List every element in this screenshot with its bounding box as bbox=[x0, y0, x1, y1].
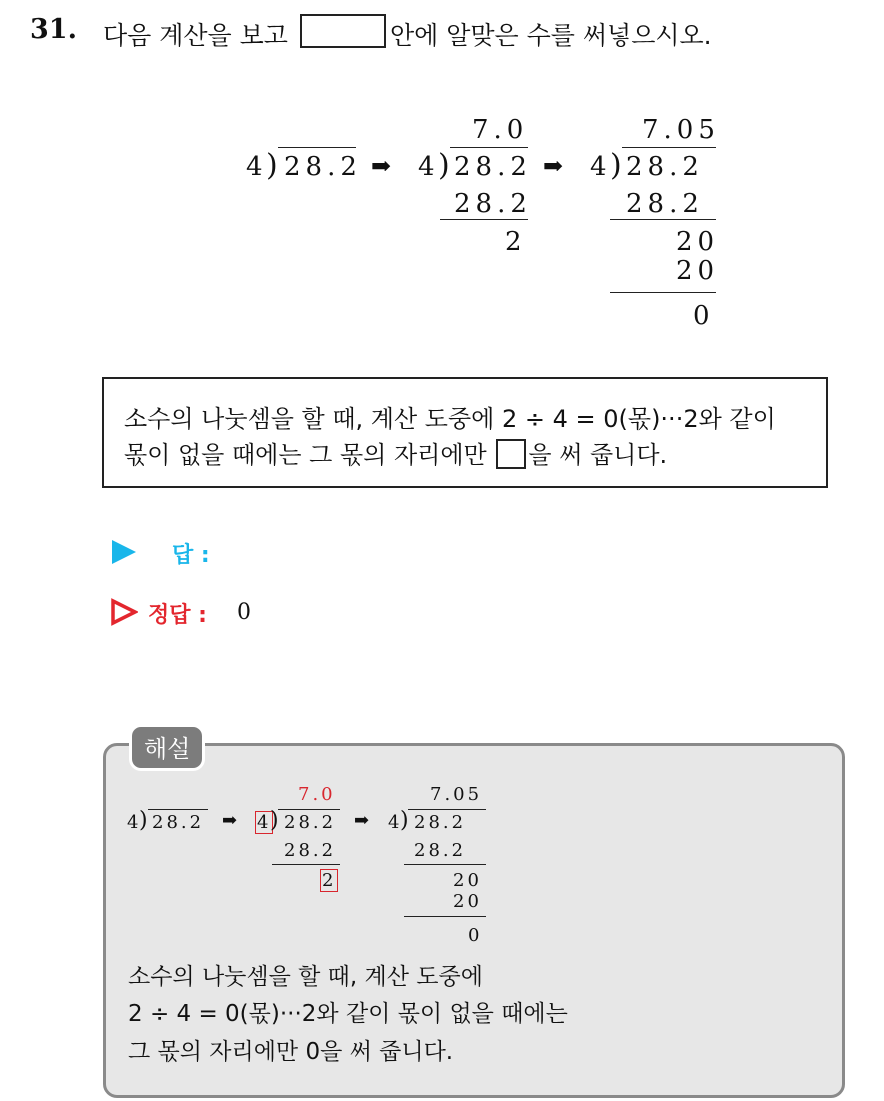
subtrahend: 20 bbox=[676, 256, 720, 286]
subtrahend: 28.2 bbox=[414, 840, 467, 861]
division-bracket: ) bbox=[266, 148, 283, 183]
question-text-after: 안에 알맞은 수를 써넣으시오. bbox=[390, 21, 712, 50]
quotient: 7.05 bbox=[642, 115, 720, 145]
subtraction-rule bbox=[404, 864, 486, 865]
quotient: 7.0 bbox=[472, 115, 529, 145]
division-bracket: ) bbox=[610, 148, 627, 183]
remainder: 2 bbox=[505, 227, 527, 257]
subtraction-rule bbox=[404, 916, 486, 917]
solution-line-2: 2 ÷ 4 = 0(몫)···2와 같이 몫이 없을 때에는 bbox=[128, 1001, 568, 1027]
subtraction-rule bbox=[440, 219, 528, 220]
answer-blank-box bbox=[300, 14, 386, 48]
arrow-icon: ➡ bbox=[371, 152, 392, 180]
division-bracket: ) bbox=[270, 808, 282, 833]
division-overline bbox=[278, 809, 340, 810]
division-bracket: ) bbox=[438, 148, 455, 183]
dividend: 28.2 bbox=[284, 812, 337, 833]
subtrahend: 28.2 bbox=[454, 189, 532, 219]
subtraction-rule bbox=[610, 292, 716, 293]
division-bracket: ) bbox=[139, 808, 151, 833]
correct-value: 0 bbox=[237, 600, 251, 625]
division-overline bbox=[622, 147, 716, 148]
arrow-icon: ➡ bbox=[543, 152, 564, 180]
arrow-icon: ➡ bbox=[354, 810, 370, 831]
dividend: 28.2 bbox=[284, 152, 362, 182]
dividend: 28.2 bbox=[626, 152, 704, 182]
divisor: 4 bbox=[246, 152, 268, 182]
subtraction-rule bbox=[272, 864, 340, 865]
remainder: 20 bbox=[453, 870, 482, 891]
rule-line-2-after: 을 써 줍니다. bbox=[528, 441, 668, 469]
subtrahend: 28.2 bbox=[284, 840, 337, 861]
solution-line-3: 그 몫의 자리에만 0을 써 줍니다. bbox=[128, 1039, 454, 1065]
dividend: 28.2 bbox=[454, 152, 532, 182]
dividend: 28.2 bbox=[152, 812, 205, 833]
rule-line-2-before: 몫이 없을 때에는 그 몫의 자리에만 bbox=[124, 441, 487, 469]
correct-label: 정답 : bbox=[148, 603, 207, 628]
answer-blank-box bbox=[496, 439, 526, 469]
correct-triangle-icon bbox=[110, 598, 138, 626]
subtrahend: 28.2 bbox=[626, 189, 704, 219]
final-remainder: 0 bbox=[693, 301, 715, 331]
divisor: 4 bbox=[388, 812, 403, 833]
divisor: 4 bbox=[590, 152, 612, 182]
solution-tab: 해설 bbox=[129, 724, 205, 771]
subtrahend: 20 bbox=[453, 891, 482, 912]
division-overline bbox=[450, 147, 528, 148]
answer-triangle-icon bbox=[112, 540, 136, 564]
division-overline bbox=[278, 147, 356, 148]
divisor: 4 bbox=[418, 152, 440, 182]
division-overline bbox=[148, 809, 208, 810]
rule-box bbox=[102, 377, 828, 488]
question-text-before: 다음 계산을 보고 bbox=[103, 21, 288, 50]
quotient: 7.0 bbox=[298, 784, 336, 805]
subtraction-rule bbox=[610, 219, 716, 220]
question-number: 31. bbox=[30, 14, 77, 45]
divisor-highlight: 4 bbox=[257, 812, 272, 833]
arrow-icon: ➡ bbox=[222, 810, 238, 831]
rule-line-2 bbox=[124, 435, 667, 470]
division-overline bbox=[408, 809, 486, 810]
divisor: 4 bbox=[127, 812, 142, 833]
remainder: 20 bbox=[676, 227, 720, 257]
answer-label: 답 : bbox=[172, 543, 210, 568]
remainder-highlight: 2 bbox=[322, 870, 337, 891]
solution-line-1: 소수의 나눗셈을 할 때, 계산 도중에 bbox=[128, 964, 483, 990]
quotient: 7.05 bbox=[430, 784, 483, 805]
final-remainder: 0 bbox=[468, 925, 483, 946]
rule-line-1: 소수의 나눗셈을 할 때, 계산 도중에 2 ÷ 4 = 0(몫)···2와 같이 bbox=[124, 405, 776, 433]
dividend: 28.2 bbox=[414, 812, 467, 833]
division-bracket: ) bbox=[400, 808, 412, 833]
